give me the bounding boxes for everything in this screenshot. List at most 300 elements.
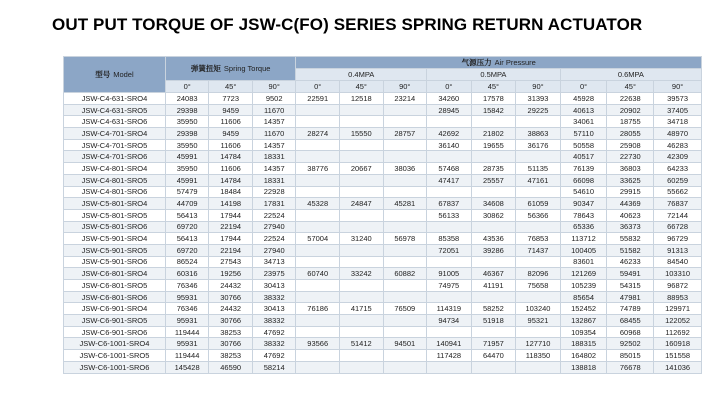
- torque-cell: 74789: [607, 303, 654, 315]
- torque-cell: [296, 174, 340, 186]
- table-row: [64, 163, 702, 175]
- torque-cell: 22194: [209, 244, 253, 256]
- torque-cell: 66098: [560, 174, 607, 186]
- torque-cell: 119444: [165, 326, 209, 338]
- model-cell: JSW-C4-801-SRO4: [64, 163, 166, 175]
- torque-cell: 121269: [560, 268, 607, 280]
- torque-cell: 58214: [252, 361, 296, 373]
- torque-cell: 25557: [471, 174, 516, 186]
- model-cell: JSW-C5-801-SRO5: [64, 209, 166, 221]
- model-cell: JSW-C6-901-SRO6: [64, 326, 166, 338]
- table-row: [64, 139, 702, 151]
- table-row: [64, 221, 702, 233]
- torque-cell: 56133: [427, 209, 472, 221]
- torque-cell: 11606: [209, 116, 253, 128]
- torque-cell: 22194: [209, 221, 253, 233]
- torque-cell: [296, 326, 340, 338]
- torque-cell: 39286: [471, 244, 516, 256]
- torque-cell: 35950: [165, 116, 209, 128]
- torque-cell: 117428: [427, 350, 472, 362]
- torque-cell: [339, 186, 383, 198]
- torque-cell: 33625: [607, 174, 654, 186]
- angle-header: 45°: [471, 81, 516, 93]
- torque-cell: 11670: [252, 128, 296, 140]
- torque-cell: 15842: [471, 104, 516, 116]
- torque-cell: 69720: [165, 221, 209, 233]
- torque-cell: 9459: [209, 104, 253, 116]
- torque-cell: 29398: [165, 128, 209, 140]
- torque-cell: 34713: [252, 256, 296, 268]
- torque-cell: [296, 139, 340, 151]
- torque-cell: 78643: [560, 209, 607, 221]
- torque-cell: [471, 116, 516, 128]
- pressure-header: 0.6MPA: [560, 69, 701, 81]
- torque-cell: 22591: [296, 93, 340, 105]
- model-cell: JSW-C5-801-SRO6: [64, 221, 166, 233]
- model-cell: JSW-C6-801-SRO5: [64, 280, 166, 292]
- torque-cell: 141036: [654, 361, 702, 373]
- torque-cell: 84540: [654, 256, 702, 268]
- torque-cell: [383, 104, 427, 116]
- torque-cell: 57468: [427, 163, 472, 175]
- torque-cell: 20667: [339, 163, 383, 175]
- torque-cell: [339, 361, 383, 373]
- table-header: [64, 57, 702, 93]
- torque-cell: 36140: [427, 139, 472, 151]
- torque-cell: [339, 244, 383, 256]
- page-title: OUT PUT TORQUE OF JSW-C(FO) SERIES SPRING RETURN ACTUATOR: [52, 15, 643, 34]
- torque-cell: 86524: [165, 256, 209, 268]
- torque-cell: [296, 291, 340, 303]
- torque-cell: [339, 291, 383, 303]
- torque-cell: 95931: [165, 338, 209, 350]
- torque-cell: 36176: [516, 139, 561, 151]
- torque-cell: [427, 221, 472, 233]
- torque-cell: 114319: [427, 303, 472, 315]
- torque-cell: [383, 116, 427, 128]
- torque-cell: 45281: [383, 198, 427, 210]
- torque-cell: 15550: [339, 128, 383, 140]
- torque-cell: 91313: [654, 244, 702, 256]
- torque-cell: 36373: [607, 221, 654, 233]
- torque-cell: [427, 151, 472, 163]
- torque-cell: 36803: [607, 163, 654, 175]
- torque-cell: [516, 186, 561, 198]
- torque-cell: [296, 256, 340, 268]
- torque-cell: 14784: [209, 174, 253, 186]
- torque-cell: 140941: [427, 338, 472, 350]
- torque-cell: 60740: [296, 268, 340, 280]
- torque-cell: 38332: [252, 338, 296, 350]
- torque-cell: 23975: [252, 268, 296, 280]
- table-row: [64, 128, 702, 140]
- torque-cell: [383, 186, 427, 198]
- torque-cell: [339, 151, 383, 163]
- torque-cell: [427, 256, 472, 268]
- torque-cell: 51582: [607, 244, 654, 256]
- torque-cell: 94734: [427, 315, 472, 327]
- torque-cell: [471, 326, 516, 338]
- torque-cell: 82096: [516, 268, 561, 280]
- torque-cell: 129971: [654, 303, 702, 315]
- model-cell: JSW-C6-1001-SRO4: [64, 338, 166, 350]
- table-row: [64, 326, 702, 338]
- torque-cell: 24083: [165, 93, 209, 105]
- torque-cell: 103310: [654, 268, 702, 280]
- spring-torque-header: [165, 57, 296, 81]
- air-pressure-header-zh: 气源压力: [461, 58, 492, 67]
- torque-cell: 14784: [209, 151, 253, 163]
- torque-cell: 22928: [252, 186, 296, 198]
- model-header: [64, 57, 166, 93]
- torque-cell: 43536: [471, 233, 516, 245]
- torque-cell: 27940: [252, 221, 296, 233]
- torque-cell: 71437: [516, 244, 561, 256]
- torque-cell: 66728: [654, 221, 702, 233]
- angle-header: 90°: [383, 81, 427, 93]
- torque-cell: 69720: [165, 244, 209, 256]
- angle-header: 45°: [339, 81, 383, 93]
- torque-cell: 122052: [654, 315, 702, 327]
- torque-cell: [296, 361, 340, 373]
- torque-cell: 20902: [607, 104, 654, 116]
- torque-cell: 22638: [607, 93, 654, 105]
- model-cell: JSW-C4-631-SRO6: [64, 116, 166, 128]
- model-cell: JSW-C6-1001-SRO5: [64, 350, 166, 362]
- torque-cell: [339, 280, 383, 292]
- torque-cell: 22730: [607, 151, 654, 163]
- torque-cell: 38036: [383, 163, 427, 175]
- torque-cell: 50558: [560, 139, 607, 151]
- torque-cell: 58252: [471, 303, 516, 315]
- torque-cell: 34718: [654, 116, 702, 128]
- torque-cell: [427, 291, 472, 303]
- torque-cell: 60968: [607, 326, 654, 338]
- table-row: [64, 256, 702, 268]
- torque-cell: [296, 280, 340, 292]
- torque-cell: [339, 350, 383, 362]
- torque-cell: [471, 291, 516, 303]
- torque-cell: [383, 244, 427, 256]
- torque-cell: 56366: [516, 209, 561, 221]
- torque-cell: 14198: [209, 198, 253, 210]
- table-row: [64, 315, 702, 327]
- table-row: [64, 338, 702, 350]
- air-pressure-header-en: Air Pressure: [494, 58, 536, 67]
- torque-cell: 45991: [165, 174, 209, 186]
- torque-cell: 72144: [654, 209, 702, 221]
- table-row: [64, 116, 702, 128]
- torque-cell: 132867: [560, 315, 607, 327]
- torque-cell: 44709: [165, 198, 209, 210]
- torque-cell: 109354: [560, 326, 607, 338]
- torque-cell: [383, 361, 427, 373]
- torque-cell: 38332: [252, 291, 296, 303]
- torque-cell: 95931: [165, 291, 209, 303]
- torque-cell: 94501: [383, 338, 427, 350]
- angle-header: 0°: [296, 81, 340, 93]
- torque-cell: [296, 104, 340, 116]
- torque-cell: [383, 221, 427, 233]
- torque-cell: [471, 221, 516, 233]
- torque-cell: 21802: [471, 128, 516, 140]
- torque-cell: 105239: [560, 280, 607, 292]
- torque-table: [63, 56, 702, 374]
- torque-cell: 57479: [165, 186, 209, 198]
- torque-cell: 76346: [165, 303, 209, 315]
- torque-cell: 11606: [209, 139, 253, 151]
- torque-cell: 51918: [471, 315, 516, 327]
- torque-cell: [296, 151, 340, 163]
- torque-cell: 92502: [607, 338, 654, 350]
- model-cell: JSW-C6-901-SRO5: [64, 315, 166, 327]
- torque-cell: 25908: [607, 139, 654, 151]
- torque-cell: 112692: [654, 326, 702, 338]
- torque-cell: 46233: [607, 256, 654, 268]
- torque-cell: 75658: [516, 280, 561, 292]
- torque-cell: 151558: [654, 350, 702, 362]
- torque-cell: 91005: [427, 268, 472, 280]
- table-row: [64, 104, 702, 116]
- torque-cell: 103240: [516, 303, 561, 315]
- torque-cell: [383, 291, 427, 303]
- model-cell: JSW-C5-801-SRO4: [64, 198, 166, 210]
- torque-cell: 145428: [165, 361, 209, 373]
- torque-cell: 46590: [209, 361, 253, 373]
- torque-cell: [339, 209, 383, 221]
- torque-cell: 18484: [209, 186, 253, 198]
- torque-cell: 54610: [560, 186, 607, 198]
- pressure-header: 0.5MPA: [427, 69, 561, 81]
- torque-cell: 118350: [516, 350, 561, 362]
- torque-cell: 38253: [209, 350, 253, 362]
- torque-cell: [471, 256, 516, 268]
- torque-cell: 40517: [560, 151, 607, 163]
- torque-cell: [427, 361, 472, 373]
- torque-cell: 28945: [427, 104, 472, 116]
- torque-cell: 74975: [427, 280, 472, 292]
- torque-cell: [296, 116, 340, 128]
- torque-cell: 47692: [252, 326, 296, 338]
- model-cell: JSW-C4-631-SRO5: [64, 104, 166, 116]
- torque-cell: 40623: [607, 209, 654, 221]
- model-header-en: Model: [113, 70, 134, 79]
- torque-cell: 96729: [654, 233, 702, 245]
- torque-cell: 64233: [654, 163, 702, 175]
- torque-cell: 12518: [339, 93, 383, 105]
- angle-header: 90°: [252, 81, 296, 93]
- torque-cell: 48970: [654, 128, 702, 140]
- torque-cell: 47692: [252, 350, 296, 362]
- torque-cell: [339, 315, 383, 327]
- torque-cell: [339, 326, 383, 338]
- torque-cell: [427, 326, 472, 338]
- torque-cell: [383, 174, 427, 186]
- torque-cell: 55832: [607, 233, 654, 245]
- torque-cell: [516, 291, 561, 303]
- torque-cell: 46283: [654, 139, 702, 151]
- torque-cell: 57110: [560, 128, 607, 140]
- torque-cell: 29398: [165, 104, 209, 116]
- torque-cell: 160918: [654, 338, 702, 350]
- pressure-header: 0.4MPA: [296, 69, 427, 81]
- torque-cell: 76509: [383, 303, 427, 315]
- torque-cell: 54315: [607, 280, 654, 292]
- model-cell: JSW-C4-701-SRO6: [64, 151, 166, 163]
- torque-cell: 18331: [252, 151, 296, 163]
- torque-cell: [339, 221, 383, 233]
- model-cell: JSW-C4-631-SRO4: [64, 93, 166, 105]
- table-row: [64, 291, 702, 303]
- torque-cell: 47981: [607, 291, 654, 303]
- torque-cell: 11606: [209, 163, 253, 175]
- torque-cell: 19655: [471, 139, 516, 151]
- torque-cell: 83601: [560, 256, 607, 268]
- torque-cell: 46367: [471, 268, 516, 280]
- model-cell: JSW-C4-701-SRO5: [64, 139, 166, 151]
- torque-cell: 41191: [471, 280, 516, 292]
- torque-cell: 45991: [165, 151, 209, 163]
- torque-cell: 27940: [252, 244, 296, 256]
- torque-cell: 28274: [296, 128, 340, 140]
- torque-cell: [516, 326, 561, 338]
- model-cell: JSW-C6-901-SRO4: [64, 303, 166, 315]
- torque-cell: 85015: [607, 350, 654, 362]
- torque-cell: 76139: [560, 163, 607, 175]
- torque-cell: 47161: [516, 174, 561, 186]
- torque-cell: 55662: [654, 186, 702, 198]
- torque-cell: 34260: [427, 93, 472, 105]
- angle-header: 90°: [654, 81, 702, 93]
- torque-cell: 39573: [654, 93, 702, 105]
- torque-cell: [516, 256, 561, 268]
- torque-cell: 85654: [560, 291, 607, 303]
- torque-cell: [471, 361, 516, 373]
- torque-cell: 60259: [654, 174, 702, 186]
- torque-cell: 30862: [471, 209, 516, 221]
- torque-cell: 100405: [560, 244, 607, 256]
- torque-cell: [383, 209, 427, 221]
- torque-cell: 85358: [427, 233, 472, 245]
- torque-cell: 76853: [516, 233, 561, 245]
- model-cell: JSW-C4-801-SRO6: [64, 186, 166, 198]
- torque-cell: [339, 174, 383, 186]
- torque-cell: [339, 116, 383, 128]
- torque-cell: 17944: [209, 209, 253, 221]
- torque-cell: 42309: [654, 151, 702, 163]
- torque-cell: 31240: [339, 233, 383, 245]
- torque-cell: 29225: [516, 104, 561, 116]
- torque-cell: 27543: [209, 256, 253, 268]
- torque-cell: [516, 116, 561, 128]
- model-cell: JSW-C5-901-SRO6: [64, 256, 166, 268]
- torque-cell: [339, 256, 383, 268]
- table-body: [64, 93, 702, 374]
- torque-cell: 68455: [607, 315, 654, 327]
- torque-cell: 164802: [560, 350, 607, 362]
- torque-cell: [427, 186, 472, 198]
- torque-cell: 34608: [471, 198, 516, 210]
- torque-cell: 9502: [252, 93, 296, 105]
- angle-header: 0°: [427, 81, 472, 93]
- torque-cell: 56413: [165, 209, 209, 221]
- torque-cell: 45328: [296, 198, 340, 210]
- torque-cell: 42692: [427, 128, 472, 140]
- angle-header: 45°: [209, 81, 253, 93]
- torque-cell: [427, 116, 472, 128]
- angle-header: 45°: [607, 81, 654, 93]
- model-cell: JSW-C5-901-SRO4: [64, 233, 166, 245]
- torque-cell: 57004: [296, 233, 340, 245]
- torque-cell: 72051: [427, 244, 472, 256]
- torque-cell: [516, 361, 561, 373]
- torque-cell: 59491: [607, 268, 654, 280]
- torque-cell: 44369: [607, 198, 654, 210]
- torque-cell: 41715: [339, 303, 383, 315]
- model-cell: JSW-C4-801-SRO5: [64, 174, 166, 186]
- torque-cell: 22524: [252, 209, 296, 221]
- torque-cell: [383, 151, 427, 163]
- torque-cell: [383, 350, 427, 362]
- angle-header: 90°: [516, 81, 561, 93]
- torque-cell: [516, 151, 561, 163]
- table-row: [64, 151, 702, 163]
- torque-cell: [339, 139, 383, 151]
- model-cell: JSW-C6-1001-SRO6: [64, 361, 166, 373]
- torque-cell: 23214: [383, 93, 427, 105]
- table-row: [64, 209, 702, 221]
- torque-cell: 64470: [471, 350, 516, 362]
- torque-cell: 188315: [560, 338, 607, 350]
- torque-cell: 30413: [252, 303, 296, 315]
- torque-cell: 18331: [252, 174, 296, 186]
- torque-cell: 96872: [654, 280, 702, 292]
- torque-cell: 76186: [296, 303, 340, 315]
- table-row: [64, 186, 702, 198]
- torque-cell: 28735: [471, 163, 516, 175]
- torque-cell: 28757: [383, 128, 427, 140]
- torque-cell: [516, 221, 561, 233]
- torque-cell: 19256: [209, 268, 253, 280]
- torque-cell: 65336: [560, 221, 607, 233]
- torque-cell: [383, 139, 427, 151]
- torque-cell: 9459: [209, 128, 253, 140]
- table-row: [64, 303, 702, 315]
- angle-header: 0°: [560, 81, 607, 93]
- torque-cell: 45928: [560, 93, 607, 105]
- torque-cell: 31393: [516, 93, 561, 105]
- torque-cell: 40613: [560, 104, 607, 116]
- torque-cell: 14357: [252, 139, 296, 151]
- torque-cell: 14357: [252, 116, 296, 128]
- table-row: [64, 244, 702, 256]
- torque-cell: 60316: [165, 268, 209, 280]
- torque-cell: 24847: [339, 198, 383, 210]
- torque-cell: 138818: [560, 361, 607, 373]
- torque-cell: 127710: [516, 338, 561, 350]
- table-row: [64, 174, 702, 186]
- torque-cell: 113712: [560, 233, 607, 245]
- torque-cell: 30413: [252, 280, 296, 292]
- torque-cell: 56413: [165, 233, 209, 245]
- torque-cell: 51135: [516, 163, 561, 175]
- table-row: [64, 280, 702, 292]
- torque-cell: 76678: [607, 361, 654, 373]
- torque-cell: 30766: [209, 315, 253, 327]
- table-row: [64, 350, 702, 362]
- torque-cell: 51412: [339, 338, 383, 350]
- torque-cell: 38332: [252, 315, 296, 327]
